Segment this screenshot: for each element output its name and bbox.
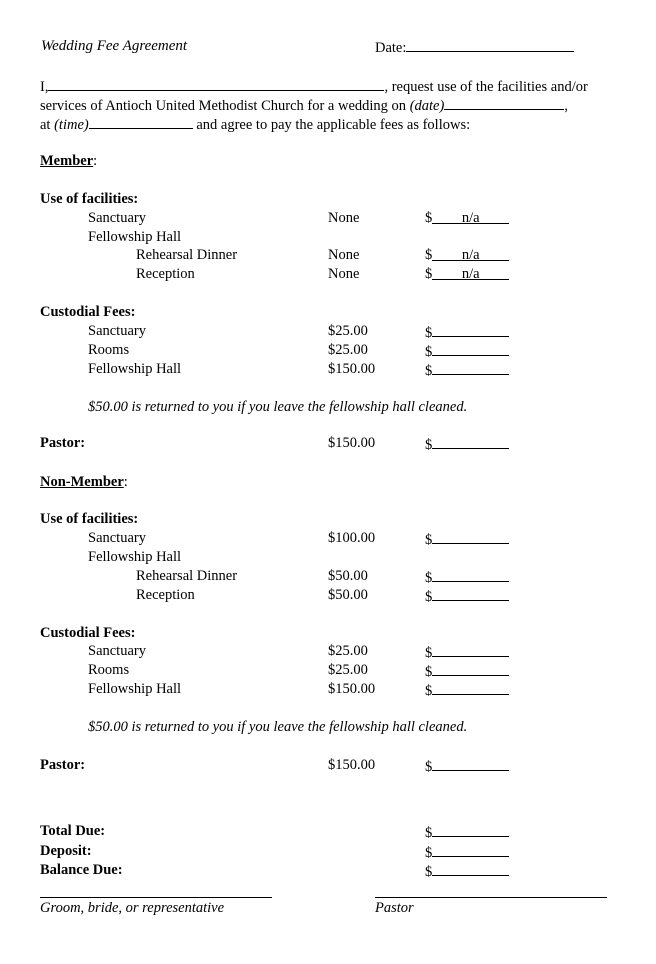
member-rehearsal-due-value: n/a	[432, 247, 509, 261]
nonmember-pastor-fee: $150.00	[328, 757, 376, 773]
amount-blank[interactable]	[432, 681, 509, 695]
currency-symbol: $	[425, 645, 433, 661]
member-pastor-label: Pastor:	[40, 435, 86, 451]
amount-blank[interactable]	[432, 435, 509, 449]
nonmember-pastor-due[interactable]	[425, 757, 509, 776]
member-sanctuary-fee: None	[328, 210, 360, 226]
signature-label-right: Pastor	[375, 900, 414, 916]
intro-line-2	[40, 97, 568, 115]
wedding-date-blank[interactable]	[444, 97, 564, 110]
intro-line2-end: ,	[564, 98, 568, 114]
member-c-rooms-fee: $25.00	[328, 342, 368, 358]
member-pastor-due[interactable]	[425, 435, 509, 454]
member-c-sanctuary-label: Sanctuary	[88, 323, 146, 339]
amount-blank[interactable]	[432, 587, 509, 601]
currency-symbol: $	[425, 683, 433, 699]
currency-symbol: $	[425, 759, 433, 775]
currency-symbol: $	[425, 845, 433, 861]
member-rehearsal-fee: None	[328, 247, 360, 263]
member-c-rooms-due[interactable]	[425, 342, 509, 361]
member-heading	[40, 153, 97, 170]
currency-symbol: $	[425, 864, 433, 880]
nonmember-sanctuary-due[interactable]	[425, 530, 509, 549]
nonmember-sanctuary-label: Sanctuary	[88, 530, 146, 546]
date-label: Date:	[375, 40, 407, 56]
nonmember-custodial-heading: Custodial Fees:	[40, 625, 136, 641]
currency-symbol: $	[425, 363, 433, 379]
intro-line1-end: , request use of the facilities and/or	[384, 79, 588, 95]
amount-blank[interactable]	[432, 662, 509, 676]
nonmember-reception-due[interactable]	[425, 587, 509, 606]
amount-blank[interactable]	[432, 361, 509, 375]
member-custodial-heading: Custodial Fees:	[40, 304, 136, 320]
nonmember-c-fellowship-label: Fellowship Hall	[88, 681, 182, 697]
intro-line3-at: at	[40, 117, 55, 133]
nonmember-pastor-label: Pastor:	[40, 757, 86, 773]
member-facilities-heading: Use of facilities:	[40, 191, 139, 207]
currency-symbol: $	[425, 532, 433, 548]
nonmember-fellowship-label: Fellowship Hall	[88, 549, 182, 565]
currency-symbol: $	[425, 247, 433, 263]
amount-blank[interactable]	[432, 643, 509, 657]
member-c-sanctuary-due[interactable]	[425, 323, 509, 342]
member-fellowship-label: Fellowship Hall	[88, 229, 182, 245]
currency-symbol: $	[425, 589, 433, 605]
balance-due-blank[interactable]	[425, 862, 509, 881]
intro-line-3	[40, 116, 470, 134]
amount-blank[interactable]	[432, 342, 509, 356]
amount-blank[interactable]	[432, 862, 509, 876]
intro-date-label: (date)	[409, 98, 445, 114]
member-reception-label: Reception	[136, 266, 195, 282]
currency-symbol: $	[425, 825, 433, 841]
amount-blank[interactable]	[432, 530, 509, 544]
member-pastor-fee: $150.00	[328, 435, 376, 451]
intro-line2-text: services of Antioch United Methodist Church for a wedding on	[40, 98, 410, 114]
amount-blank[interactable]	[432, 323, 509, 337]
member-c-sanctuary-fee: $25.00	[328, 323, 368, 339]
nonmember-reception-label: Reception	[136, 587, 195, 603]
member-c-fellowship-due[interactable]	[425, 361, 509, 380]
currency-symbol: $	[425, 210, 433, 226]
nonmember-heading-colon: :	[123, 474, 128, 490]
nonmember-c-rooms-label: Rooms	[88, 662, 130, 678]
nonmember-c-rooms-due[interactable]	[425, 662, 509, 681]
signature-line-right[interactable]	[375, 897, 607, 898]
nonmember-heading	[40, 474, 128, 491]
currency-symbol: $	[425, 266, 433, 282]
member-rehearsal-due[interactable]	[425, 247, 509, 264]
deposit-blank[interactable]	[425, 843, 509, 862]
signature-label-left: Groom, bride, or representative	[40, 900, 225, 916]
amount-blank[interactable]	[432, 843, 509, 857]
nonmember-sanctuary-fee: $100.00	[328, 530, 376, 546]
nonmember-c-fellowship-due[interactable]	[425, 681, 509, 700]
intro-i: I,	[40, 79, 49, 95]
date-blank[interactable]	[406, 39, 574, 52]
document-title: Wedding Fee Agreement	[41, 38, 188, 54]
nonmember-c-fellowship-fee: $150.00	[328, 681, 376, 697]
name-blank[interactable]	[48, 78, 384, 91]
wedding-time-blank[interactable]	[89, 116, 193, 129]
nonmember-refund-note: $50.00 is returned to you if you leave the fellowship hall cleaned.	[88, 719, 468, 735]
member-c-fellowship-fee: $150.00	[328, 361, 376, 377]
amount-blank[interactable]	[432, 757, 509, 771]
total-due-blank[interactable]	[425, 823, 509, 842]
nonmember-c-sanctuary-label: Sanctuary	[88, 643, 146, 659]
nonmember-heading-text: Non-Member	[40, 474, 124, 490]
date-field[interactable]	[375, 39, 574, 57]
signature-line-left[interactable]	[40, 897, 272, 898]
deposit-label: Deposit:	[40, 843, 92, 859]
member-sanctuary-label: Sanctuary	[88, 210, 146, 226]
member-c-rooms-label: Rooms	[88, 342, 130, 358]
nonmember-rehearsal-fee: $50.00	[328, 568, 368, 584]
nonmember-rehearsal-due[interactable]	[425, 568, 509, 587]
member-reception-due-value: n/a	[432, 266, 509, 280]
member-c-fellowship-label: Fellowship Hall	[88, 361, 182, 377]
nonmember-rehearsal-label: Rehearsal Dinner	[136, 568, 238, 584]
member-sanctuary-due[interactable]	[425, 210, 509, 227]
member-sanctuary-due-value: n/a	[432, 210, 509, 224]
amount-blank[interactable]	[432, 568, 509, 582]
balance-due-label: Balance Due:	[40, 862, 123, 878]
member-reception-due[interactable]	[425, 266, 509, 283]
intro-time-label: (time)	[54, 117, 89, 133]
nonmember-c-rooms-fee: $25.00	[328, 662, 368, 678]
nonmember-facilities-heading: Use of facilities:	[40, 511, 139, 527]
nonmember-reception-fee: $50.00	[328, 587, 368, 603]
member-heading-text: Member	[40, 153, 94, 169]
intro-line3-text: and agree to pay the applicable fees as follows:	[192, 117, 471, 133]
member-refund-note: $50.00 is returned to you if you leave the fellowship hall cleaned.	[88, 399, 468, 415]
member-heading-colon: :	[93, 153, 98, 169]
currency-symbol: $	[425, 664, 433, 680]
currency-symbol: $	[425, 344, 433, 360]
total-due-label: Total Due:	[40, 823, 106, 839]
member-reception-fee: None	[328, 266, 360, 282]
currency-symbol: $	[425, 437, 433, 453]
currency-symbol: $	[425, 570, 433, 586]
amount-blank[interactable]	[432, 823, 509, 837]
nonmember-c-sanctuary-due[interactable]	[425, 643, 509, 662]
nonmember-c-sanctuary-fee: $25.00	[328, 643, 368, 659]
member-rehearsal-label: Rehearsal Dinner	[136, 247, 238, 263]
currency-symbol: $	[425, 325, 433, 341]
intro-line-1	[40, 78, 588, 96]
